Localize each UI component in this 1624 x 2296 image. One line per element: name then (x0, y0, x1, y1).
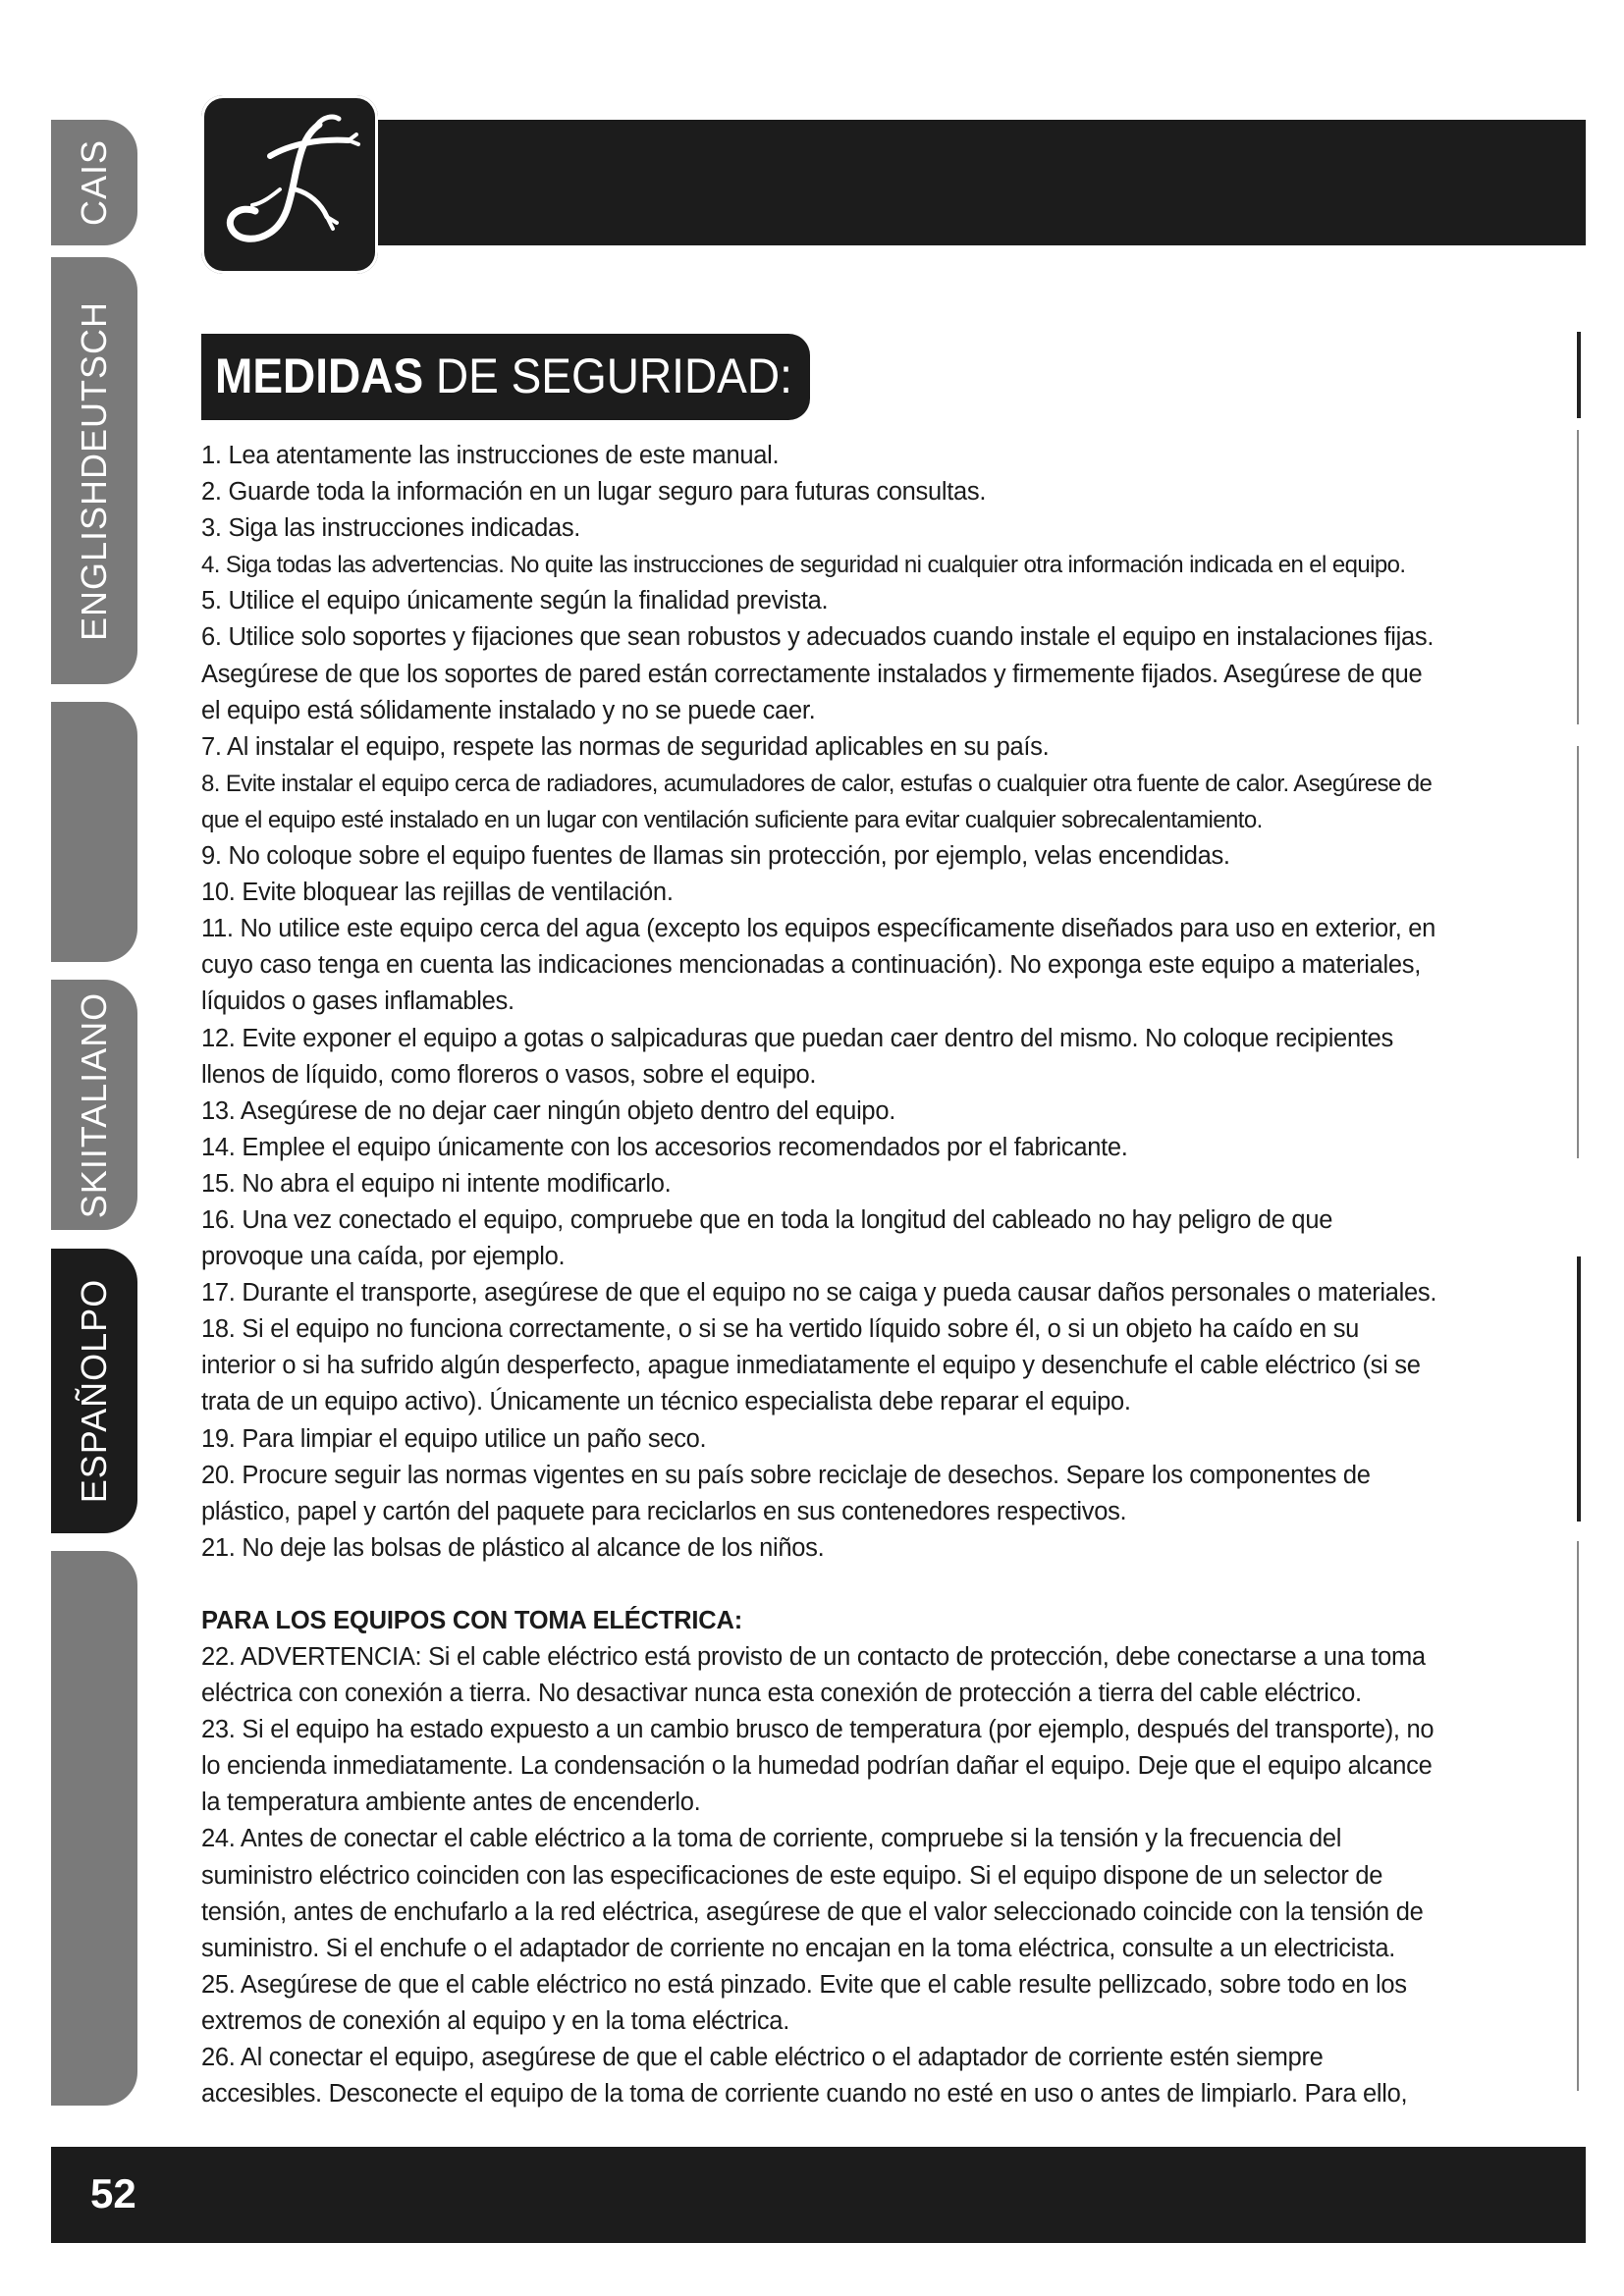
list-item: 12. Evite exponer el equipo a gotas o salpicaduras que puedan caer dentro del mismo. No coloque recipientes llenos de líquido, como floreros o vasos, sobre el equipo. (201, 1024, 1393, 1089)
title-bold: MEDIDAS (215, 348, 424, 403)
tab-label: SKIITALIANO (74, 991, 114, 1218)
title-rest: DE SEGURIDAD: (423, 348, 792, 403)
margin-rule (1577, 746, 1579, 1158)
margin-rule (1577, 430, 1579, 724)
brand-logo (201, 95, 378, 274)
tab-francais[interactable] (51, 120, 137, 245)
list-item: 7. Al instalar el equipo, respete las normas de seguridad aplicables en su país. (201, 732, 1050, 761)
list-item: 26. Al conectar el equipo, asegúrese de que el cable eléctrico o el adaptador de corriente estén siempre accesibles. Desconecte el equipo de la toma de corriente cuando no esté en uso o antes de limpiarlo. Para ello, (201, 2044, 1408, 2109)
list-item: 11. No utilice este equipo cerca del agua (excepto los equipos específicamente diseñados para uso en exterior, en cuyo caso tenga en cuenta las indicaciones mencionadas a continuación). No exponga este equipo a materiales, líquidos o gases inflamables. (201, 915, 1436, 1016)
list-item: 4. Siga todas las advertencias. No quite las instrucciones de seguridad ni cualquier otra información indicada en el equipo. (201, 552, 1406, 579)
list-item: 19. Para limpiar el equipo utilice un paño seco. (201, 1424, 707, 1453)
section-title-box (201, 334, 810, 420)
list-item: 18. Si el equipo no funciona correctamente, o si se ha vertido líquido sobre él, o si un objeto ha caído en su interior o si ha sufrido algún desperfecto, apague inmediatamente el equipo y desenchufe el cable eléctrico (si se trata de un equipo activo). Únicamente un técnico especialista debe reparar el equipo. (201, 1315, 1421, 1416)
tab-espanol[interactable] (51, 1249, 137, 1533)
list-item: 13. Asegúrese de no dejar caer ningún objeto dentro del equipo. (201, 1096, 895, 1125)
tab-blank-2[interactable] (51, 1551, 137, 2106)
tab-label: ENGLISHDEUTSCH (74, 300, 114, 641)
section-heading: PARA LOS EQUIPOS CON TOMA ELÉCTRICA: (201, 1606, 742, 1634)
list-item: 24. Antes de conectar el cable eléctrico a la toma de corriente, compruebe si la tensión y la frecuencia del suministro eléctrico coinciden con las especificaciones de este equipo. Si el equipo dispone de un selector de tensión, antes de enchufarlo a la red eléctrica, asegúrese de que el valor seleccionado coincide con la tensión de suministro. Si el enchufe o el adaptador de corriente no encajan en la toma eléctrica, consulte a un electricista. (201, 1825, 1424, 1962)
list-item: 6. Utilice solo soportes y fijaciones que sean robustos y adecuados cuando instale el equipo en instalaciones fijas. Asegúrese de que los soportes de pared están correctamente instalados y firmemente fijados. Asegúrese de que el equipo está sólidamente instalado y no se puede caer. (201, 623, 1435, 724)
list-item: 1. Lea atentamente las instrucciones de este manual. (201, 442, 780, 469)
list-item: 21. No deje las bolsas de plástico al alcance de los niños. (201, 1533, 825, 1562)
safety-instructions (201, 438, 1438, 2112)
list-item: 2. Guarde toda la información en un lugar seguro para futuras consultas. (201, 478, 987, 507)
list-item: 25. Asegúrese de que el cable eléctrico no está pinzado. Evite que el cable resulte pellizcado, sobre todo en los extremos de conexión al equipo y en la toma eléctrica. (201, 1970, 1407, 2035)
footer-bar (51, 2147, 1586, 2243)
list-item: 22. ADVERTENCIA: Si el cable eléctrico está provisto de un contacto de protección, debe conectarse a una toma eléctrica con conexión a tierra. No desactivar nunca esta conexión de protección a tierra del cable eléctrico. (201, 1643, 1426, 1708)
page-number: 52 (90, 2170, 136, 2216)
list-item: 10. Evite bloquear las rejillas de ventilación. (201, 879, 674, 907)
margin-rule (1577, 1541, 1579, 2091)
list-item: 14. Emplee el equipo únicamente con los accesorios recomendados por el fabricante. (201, 1133, 1128, 1161)
list-item: 5. Utilice el equipo únicamente según la finalidad prevista. (201, 587, 829, 615)
list-item: 15. No abra el equipo ni intente modificarlo. (201, 1169, 672, 1198)
tab-blank-1[interactable] (51, 702, 137, 962)
list-item: 8. Evite instalar el equipo cerca de radiadores, acumuladores de calor, estufas o cualquier otra fuente de calor. Asegúrese de que el equipo esté instalado en un lugar con ventilación suficiente para evitar cualquier sobrecalentamiento. (201, 770, 1433, 833)
list-item: 23. Si el equipo ha estado expuesto a un cambio brusco de temperatura (por ejemplo, después del transporte), no lo encienda inmediatamente. La condensación o la humedad podrían dañar el equipo. Deje que el equipo alcance la temperatura ambiente antes de encenderlo. (201, 1716, 1435, 1817)
list-item: 17. Durante el transporte, asegúrese de que el equipo no se caiga y pueda causar daños personales o materiales. (201, 1279, 1437, 1308)
tab-english-deutsch[interactable] (51, 257, 137, 684)
margin-rule (1577, 332, 1581, 418)
list-item: 20. Procure seguir las normas vigentes en su país sobre reciclaje de desechos. Separe los componentes de plástico, papel y cartón del paquete para reciclarlos en sus contenedores respectivos. (201, 1461, 1371, 1525)
list-item: 16. Una vez conectado el equipo, compruebe que en toda la longitud del cableado no hay peligro de que provoque una caída, por ejemplo. (201, 1205, 1333, 1271)
list-item: 3. Siga las instrucciones indicadas. (201, 514, 581, 543)
margin-rule (1577, 1256, 1581, 1522)
lizard-script-f-logo-icon (201, 95, 378, 274)
tab-label: CAIS (74, 138, 114, 227)
page-title (215, 347, 792, 404)
header-bar (368, 120, 1586, 245)
list-item: 9. No coloque sobre el equipo fuentes de llamas sin protección, por ejemplo, velas encendidas. (201, 842, 1230, 871)
tab-label: ESPAÑOLPO (74, 1278, 114, 1504)
tab-polski-italiano[interactable] (51, 980, 137, 1230)
